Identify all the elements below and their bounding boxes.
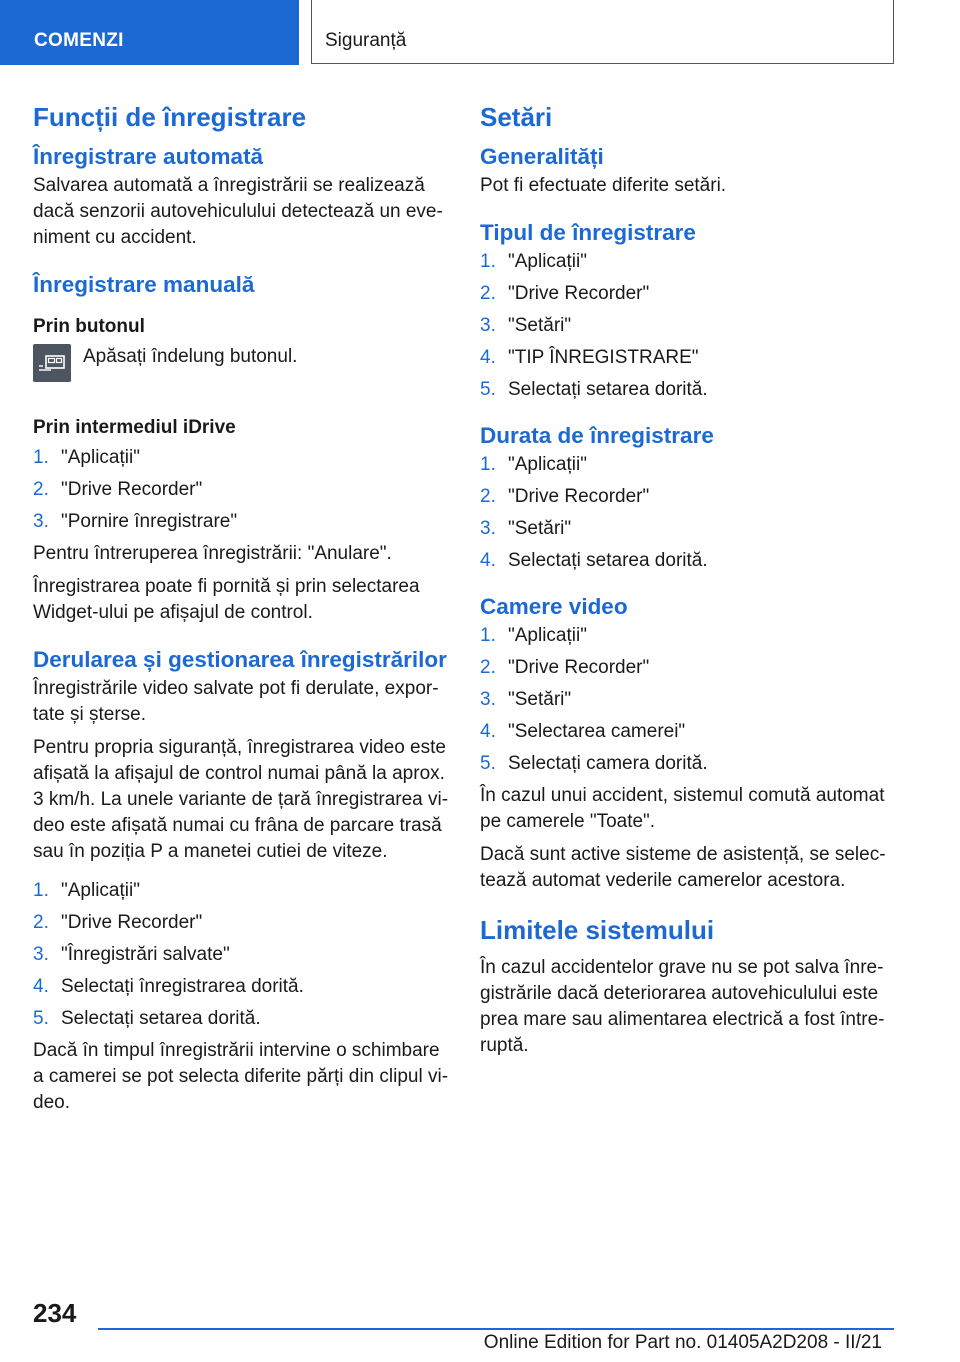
list-item: 2. "Drive Recorder" [33, 479, 203, 500]
recording-type-heading: Tipul de înregistrare [480, 220, 696, 245]
section-label: COMENZI [34, 30, 124, 51]
list-item: 3. "Setări" [480, 315, 572, 336]
button-instruction [33, 344, 449, 382]
cameras-text-1: În cazul unui accident, sistemul comută automat pe camerele "Toate". [480, 785, 885, 832]
auto-recording-text: Salvarea automată a înregistrării se realizează dacă senzorii autovehiculului detectează un eveniment cu accident. [33, 175, 443, 248]
list-item: 4. "Selectarea camerei" [480, 721, 686, 742]
by-button-heading: Prin butonul [33, 316, 145, 337]
camera-record-button-icon [33, 344, 71, 382]
cameras-heading: Camere video [480, 594, 628, 619]
section-tab [0, 0, 299, 65]
general-heading: Generalități [480, 144, 604, 169]
edition-note: Online Edition for Part no. 01405A2D208 - II/21 [483, 1332, 882, 1353]
playback-text-1: Înregistrările video salvate pot fi derulate, exportate și șterse. [33, 678, 439, 725]
manual-recording-heading: Înregistrare manuală [33, 272, 255, 297]
system-limits-text: În cazul accidentelor grave nu se pot salva înregistrările dacă deteriorarea autovehiculului este prea mare sau alimentarea electrică a fost întreruptă. [480, 957, 885, 1056]
button-instruction-text: Apăsați îndelung butonul. [83, 346, 298, 367]
playback-text-3: Dacă în timpul înregistrării intervine o schimbare a camerei se pot selecta diferite părți din clipul video. [33, 1040, 449, 1113]
list-item: 3. "Setări" [480, 518, 572, 539]
auto-recording-heading: Înregistrare automată [33, 144, 264, 169]
left-column [33, 100, 449, 1123]
chapter-label: Siguranță [325, 30, 407, 51]
page-number: 234 [33, 1298, 77, 1328]
list-item: 2. "Drive Recorder" [480, 657, 650, 678]
recording-type-steps [480, 249, 896, 403]
chapter-tab [311, 0, 894, 64]
list-item: 1. "Aplicații" [33, 447, 140, 468]
list-item: 1. "Aplicații" [480, 251, 587, 272]
recording-duration-steps [480, 452, 896, 574]
cameras-text-2: Dacă sunt active sisteme de asistență, se selectează automat vederile camerelor acestora. [480, 844, 886, 891]
recording-functions-title: Funcții de înregistrare [33, 102, 307, 132]
list-item: 2. "Drive Recorder" [480, 283, 650, 304]
list-item: 3. "Înregistrări salvate" [33, 944, 230, 965]
playback-heading: Derularea și gestionarea înregistrărilor [33, 647, 447, 672]
by-idrive-heading: Prin intermediul iDrive [33, 417, 236, 438]
recording-duration-heading: Durata de înregistrare [480, 423, 714, 448]
footer-divider [98, 1328, 894, 1330]
right-column [480, 100, 896, 1066]
widget-note: Înregistrarea poate fi pornită și prin selectarea Widget-ului pe afișajul de control. [33, 576, 420, 623]
list-item: 4. Selectați setarea dorită. [480, 550, 708, 571]
settings-title: Setări [480, 102, 553, 132]
general-text: Pot fi efectuate diferite setări. [480, 175, 727, 196]
list-item: 2. "Drive Recorder" [480, 486, 650, 507]
list-item: 3. "Setări" [480, 689, 572, 710]
list-item: 1. "Aplicații" [480, 625, 587, 646]
list-item: 5. Selectați setarea dorită. [33, 1008, 261, 1029]
list-item: 4. "TIP ÎNREGISTRARE" [480, 347, 699, 368]
idrive-steps [33, 445, 449, 535]
playback-steps [33, 878, 449, 1032]
cameras-steps [480, 623, 896, 777]
list-item: 1. "Aplicații" [480, 454, 587, 475]
cancel-note: Pentru întreruperea înregistrării: "Anulare". [33, 543, 392, 564]
list-item: 5. Selectați camera dorită. [480, 753, 708, 774]
list-item: 2. "Drive Recorder" [33, 912, 203, 933]
system-limits-title: Limitele sistemului [480, 915, 715, 945]
list-item: 1. "Aplicații" [33, 880, 140, 901]
list-item: 5. Selectați setarea dorită. [480, 379, 708, 400]
list-item: 3. "Pornire înregistrare" [33, 511, 238, 532]
playback-text-2: Pentru propria siguranță, înregistrarea video este afișată la afișajul de control numai până la aprox. 3 km/h. La unele variante de țară înregistrarea video este afișată numai cu frâna de parcare trasă sau în poziția P a manetei cutiei de viteze. [33, 737, 449, 862]
list-item: 4. Selectați înregistrarea dorită. [33, 976, 304, 997]
